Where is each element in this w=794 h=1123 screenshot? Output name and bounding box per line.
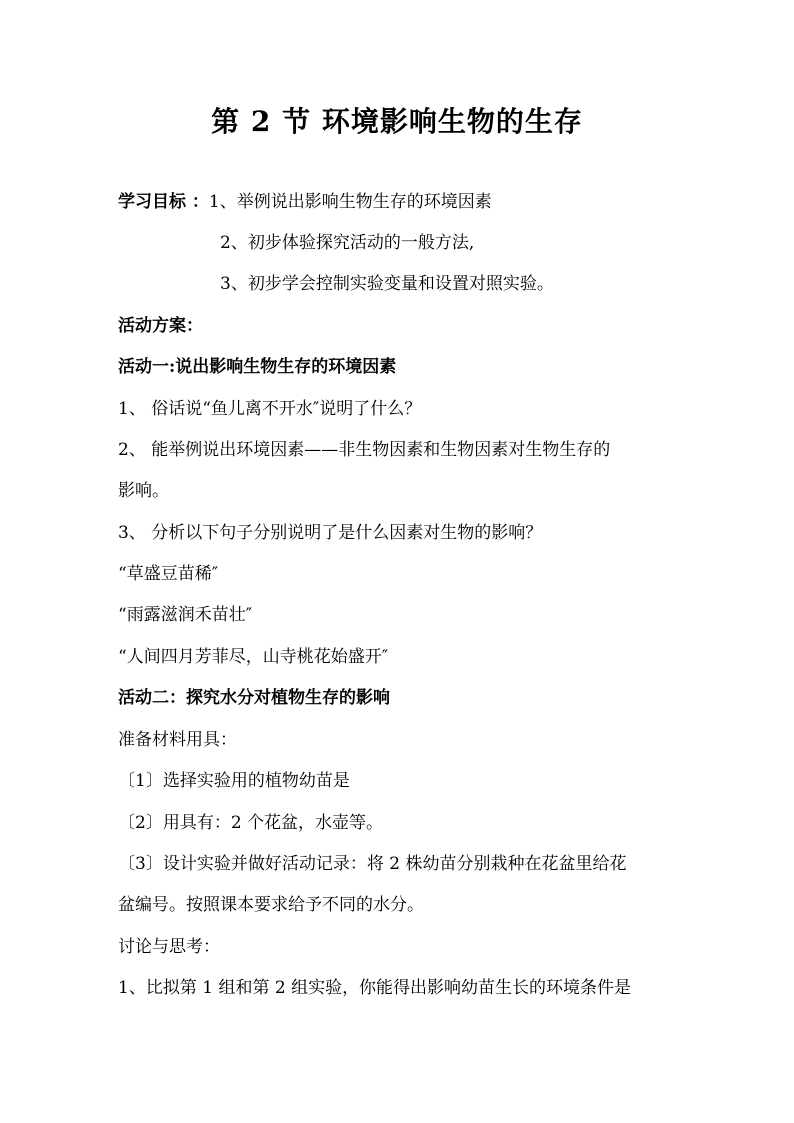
materials-item-3: 〔3〕设计实验并做好活动记录：将 2 株幼苗分别栽种在花盆里给花 [118, 854, 627, 874]
goal-item-2: 2、初步体验探究活动的一般方法, [220, 233, 475, 253]
materials-item-3-cont: 盆编号。按照课本要求给予不同的水分。 [118, 895, 424, 915]
activity1-item-2: 2、 能举例说出环境因素——非生物因素和生物因素对生物生存的 [118, 440, 611, 460]
materials-item-1: 〔1〕选择实验用的植物幼苗是 [118, 771, 350, 791]
activity2-heading: 活动二：探究水分对植物生存的影响 [118, 688, 390, 708]
activity1-item-1: 1、 俗话说“鱼儿离不开水″说明了什么？ [118, 399, 422, 419]
plan-heading: 活动方案： [118, 316, 203, 336]
quote-2: “雨露滋润禾苗壮″ [118, 605, 253, 625]
quote-1: “草盛豆苗稀″ [118, 564, 219, 584]
activity1-item-3: 3、 分析以下句子分别说明了是什么因素对生物的影响？ [118, 523, 543, 543]
discussion-label: 讨论与思考： [118, 937, 220, 957]
goal-item-3: 3、初步学会控制实验变量和设置对照实验。 [220, 274, 554, 294]
discussion-item-1: 1、比拟第 1 组和第 2 组实验，你能得出影响幼苗生长的环境条件是 [118, 978, 632, 998]
materials-label: 准备材料用具： [118, 730, 237, 750]
learning-goals-row [118, 190, 492, 214]
materials-item-2: 〔2〕用具有：2 个花盆，水壶等。 [118, 813, 384, 833]
page-title: 第 2 节 环境影响生物的生存 [211, 105, 583, 138]
goal-item-1: 1、举例说出影响生物生存的环境因素 [208, 192, 492, 212]
activity1-item-2-cont: 影响。 [118, 481, 169, 501]
quote-3: “人间四月芳菲尽，山寺桃花始盛开″ [118, 647, 389, 667]
goals-label: 学习目标 ： [118, 192, 209, 212]
activity1-heading: 活动一:说出影响生物生存的环境因素 [118, 357, 397, 377]
